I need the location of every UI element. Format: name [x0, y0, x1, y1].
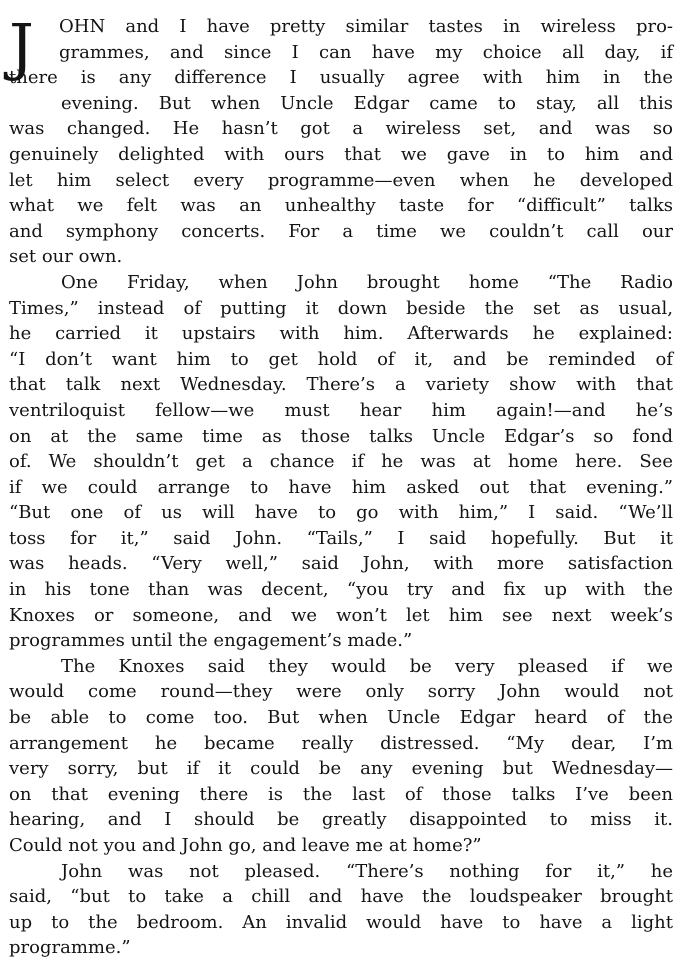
text-line: in his tone than was decent, “you try and fix up with the — [9, 579, 673, 601]
text-line: there is any difference I usually agree with him in the — [9, 67, 673, 89]
text-line: “I don’t want him to get hold of it, and be reminded of — [9, 348, 673, 370]
text-line: evening. But when Uncle Edgar came to stay, all this — [61, 92, 673, 114]
paragraph-3 — [9, 654, 673, 859]
article-text — [9, 10, 673, 961]
text-line: programme.” — [9, 937, 131, 959]
text-line: said, “but to take a chill and have the loudspeaker brought — [9, 886, 673, 908]
text-line: very sorry, but if it could be any evening but Wednesday— — [9, 758, 673, 780]
text-line: genuinely delighted with ours that we gave in to him and — [9, 143, 673, 165]
text-line: Could not you and John go, and leave me at home?” — [9, 835, 482, 856]
text-line: “But one of us will have to go with him,” I said. “We’ll — [9, 502, 673, 524]
text-line: what we felt was an unhealthy taste for “difficult” talks — [9, 195, 673, 217]
text-line: let him select every programme—even when he developed — [9, 169, 673, 191]
text-line: if we could arrange to have him asked out that evening.” — [9, 476, 673, 498]
text-line: he carried it upstairs with him. Afterwards he explained: — [9, 323, 673, 345]
text-line: was changed. He hasn’t got a wireless set, and was so — [9, 118, 673, 140]
paragraph-4 — [9, 859, 673, 961]
paragraph-2 — [9, 270, 673, 654]
text-line: Times,” instead of putting it down beside the set as usual, — [9, 297, 673, 319]
text-line: and symphony concerts. For a time we couldn’t call our — [9, 220, 673, 242]
text-line: John was not pleased. “There’s nothing for it,” he — [61, 860, 673, 882]
text-line: up to the bedroom. An invalid would have to have a light — [9, 911, 673, 933]
text-line: Knoxes or someone, and we won’t let him see next week’s — [9, 604, 673, 626]
text-line: grammes, and since I can have my choice all day, if — [59, 41, 673, 63]
text-line: on that evening there is the last of those talks I’ve been — [9, 783, 673, 805]
text-line: The Knoxes said they would be very pleased if we — [61, 655, 673, 677]
text-line: was heads. “Very well,” said John, with more satisfaction — [9, 553, 673, 575]
text-line: on at the same time as those talks Uncle Edgar’s so fond — [9, 425, 673, 447]
paragraph-1 — [9, 10, 673, 270]
text-line: programmes until the engagement’s made.” — [9, 630, 413, 652]
text-line: ventriloquist fellow—we must hear him again!—and he’s — [9, 399, 673, 421]
text-line: would come round—they were only sorry John would not — [9, 681, 673, 703]
text-line: set our own. — [9, 246, 123, 268]
text-line: arrangement he became really distressed. “My dear, I’m — [9, 732, 673, 754]
text-line: hearing, and I should be greatly disappointed to miss it. — [9, 809, 673, 831]
text-line: of. We shouldn’t get a chance if he was at home here. See — [9, 451, 673, 473]
text-line: One Friday, when John brought home “The Radio — [61, 271, 673, 293]
text-line: that talk next Wednesday. There’s a variety show with that — [9, 374, 673, 396]
text-line: be able to come too. But when Uncle Edgar heard of the — [9, 707, 673, 729]
text-line: toss for it,” said John. “Tails,” I said hopefully. But it — [9, 527, 673, 549]
drop-cap: J — [9, 10, 34, 83]
text-line: OHN and I have pretty similar tastes in wireless pro- — [59, 16, 673, 37]
